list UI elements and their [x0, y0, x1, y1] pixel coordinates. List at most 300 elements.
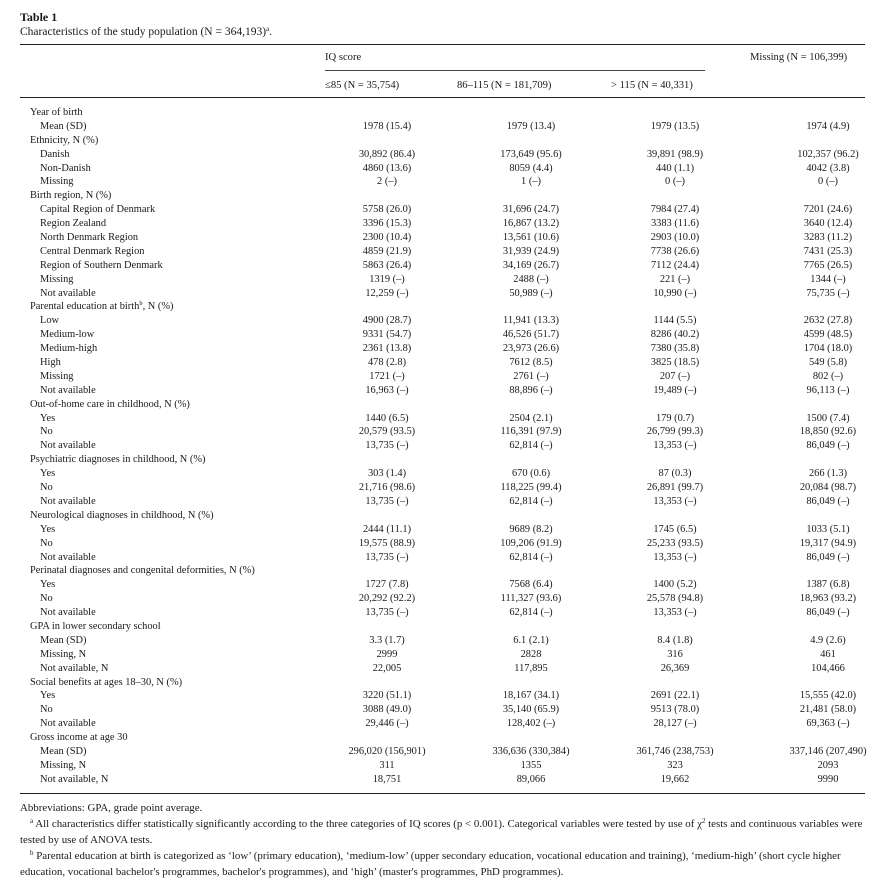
table-row — [20, 259, 865, 273]
row-label-text: No — [40, 426, 53, 438]
row-label — [30, 731, 128, 745]
row-label-text: Missing — [40, 176, 74, 188]
row-label-text: GPA in lower secondary school — [30, 620, 161, 632]
table-cell: 361,746 (238,753) — [636, 745, 714, 757]
row-label-text: Ethnicity, N (%) — [30, 134, 99, 146]
footnote-a-text: All characteristics differ statistically significantly according to the three categories of IQ scores (p < 0.001). Categorical variables were tested by use of χ — [35, 818, 702, 830]
table-cell: 2999 — [376, 648, 398, 660]
table-cell: 1344 (–) — [810, 273, 846, 285]
table-cell: 549 (5.8) — [808, 357, 848, 369]
table-cell: 4599 (48.5) — [803, 329, 853, 341]
table-cell: 207 (–) — [659, 370, 691, 382]
table-cell: 311 — [379, 759, 395, 771]
table-cell: 1727 (7.8) — [365, 579, 409, 591]
table-cell: 9990 — [817, 773, 839, 785]
table-cell: 9513 (78.0) — [650, 704, 700, 716]
row-label-text: Not available — [40, 384, 96, 396]
row-label-text: High — [40, 357, 61, 369]
table-row — [20, 342, 865, 356]
table-cell: 2444 (11.1) — [362, 523, 412, 535]
table-cell: 1 (–) — [521, 176, 541, 188]
table-cell: 2691 (22.1) — [650, 690, 700, 702]
row-label-text: Not available, N — [40, 662, 109, 674]
table-row — [20, 551, 865, 565]
row-label — [40, 245, 144, 259]
table-section-row — [20, 453, 865, 467]
table-cell: 9689 (8.2) — [509, 523, 553, 535]
table-cell: 337,146 (207,490) — [789, 745, 867, 757]
table-row — [20, 370, 865, 384]
table-cell: 16,963 (–) — [365, 384, 409, 396]
table-cell: 0 (–) — [818, 176, 838, 188]
table-cell: 104,466 — [811, 662, 845, 674]
caption-footnote-mark[interactable]: a — [266, 25, 270, 33]
table-cell: 18,751 — [372, 773, 402, 785]
row-label — [40, 120, 86, 134]
table-cell: 7765 (26.5) — [803, 259, 853, 271]
table-cell: 3220 (51.1) — [362, 690, 412, 702]
table-cell: 4900 (28.7) — [362, 315, 412, 327]
group-rule — [325, 70, 705, 71]
table-cell: 4860 (13.6) — [362, 162, 412, 174]
row-label — [30, 564, 255, 578]
table-section-row — [20, 731, 865, 745]
table-row — [20, 148, 865, 162]
row-footnote-mark[interactable]: b — [139, 300, 143, 308]
table-cell: 1387 (6.8) — [806, 579, 850, 591]
table-cell: 69,363 (–) — [806, 718, 850, 730]
row-label-text: Psychiatric diagnoses in childhood, N (%) — [30, 454, 206, 466]
table-cell: 440 (1.1) — [655, 162, 695, 174]
row-label — [40, 175, 74, 189]
header-rule — [20, 97, 865, 98]
row-label — [40, 203, 155, 217]
row-label-text: Mean (SD) — [40, 745, 87, 757]
table-cell: 62,814 (–) — [509, 440, 553, 452]
footnote-b-text: Parental education at birth is categorized as ‘low’ (primary education), ‘medium-low’ (upper secondary education, vocational education and training), ‘medium-high’ (short cycle higher education, vocational bachelor's programmes, bachelor's programmes), and ‘high’ (master's programmes, PhD programmes). — [20, 850, 841, 878]
footnote-b — [20, 848, 865, 880]
row-label-text: No — [40, 482, 53, 494]
row-label-text: Not available — [40, 495, 96, 507]
table-cell: 18,850 (92.6) — [799, 426, 857, 438]
row-label-text: North Denmark Region — [40, 232, 139, 244]
row-label — [30, 676, 182, 690]
row-label — [40, 523, 55, 537]
table-cell: 2488 (–) — [513, 273, 549, 285]
table-cell: 19,662 — [660, 773, 690, 785]
table-cell: 7738 (26.6) — [650, 245, 700, 257]
table-cell: 111,327 (93.6) — [500, 593, 562, 605]
footnote-abbreviations: Abbreviations: GPA, grade point average. — [20, 802, 203, 814]
table-row — [20, 162, 865, 176]
table-cell: 30,892 (86.4) — [358, 148, 416, 160]
table-cell: 8.4 (1.8) — [657, 634, 693, 646]
row-label-text: Not available — [40, 551, 96, 563]
row-label — [40, 578, 55, 592]
table-cell: 1319 (–) — [369, 273, 405, 285]
table-cell: 1979 (13.5) — [650, 120, 700, 132]
table-row — [20, 203, 865, 217]
table-row — [20, 287, 865, 301]
row-label-text: Yes — [40, 690, 56, 702]
row-label — [30, 300, 173, 314]
table-cell: 26,799 (99.3) — [646, 426, 704, 438]
row-label-text: Missing — [40, 370, 74, 382]
row-label — [40, 328, 94, 342]
row-label-text: Birth region, N (%) — [30, 190, 112, 202]
row-label — [40, 495, 96, 509]
row-label — [40, 467, 55, 481]
table-cell: 10,990 (–) — [653, 287, 697, 299]
row-label — [30, 106, 83, 120]
table-cell: 86,049 (–) — [806, 440, 850, 452]
row-label-text: Danish — [40, 148, 70, 160]
table-cell: 336,636 (330,384) — [492, 745, 570, 757]
table-cell: 50,989 (–) — [509, 287, 553, 299]
table-row — [20, 495, 865, 509]
table-row — [20, 439, 865, 453]
table-cell: 13,735 (–) — [365, 495, 409, 507]
table-label: Table 1 — [20, 10, 58, 24]
table-cell: 62,814 (–) — [509, 551, 553, 563]
table-cell: 21,716 (98.6) — [358, 482, 416, 494]
row-label — [40, 689, 55, 703]
table-cell: 5758 (26.0) — [362, 204, 412, 216]
table-cell: 25,233 (93.5) — [646, 537, 704, 549]
table-cell: 2903 (10.0) — [650, 232, 700, 244]
row-label — [40, 717, 96, 731]
row-label — [40, 662, 108, 676]
row-label — [30, 509, 214, 523]
table-cell: 7568 (6.4) — [509, 579, 553, 591]
caption-text: Characteristics of the study population (N = 364,193) — [20, 26, 267, 38]
row-label-text: Perinatal diagnoses and congenital deformities, N (%) — [30, 565, 255, 577]
table-cell: 46,526 (51.7) — [502, 329, 560, 341]
table-row — [20, 231, 865, 245]
table-cell: 11,941 (13.3) — [503, 315, 559, 327]
table-row — [20, 648, 865, 662]
table-row — [20, 634, 865, 648]
table-cell: 1979 (13.4) — [506, 120, 556, 132]
table-cell: 13,561 (10.6) — [502, 232, 560, 244]
table-cell: 1400 (5.2) — [653, 579, 697, 591]
table-cell: 1978 (15.4) — [362, 120, 412, 132]
table-cell: 19,575 (88.9) — [358, 537, 416, 549]
table-cell: 89,066 — [516, 773, 546, 785]
table-caption — [20, 24, 865, 40]
top-rule — [20, 44, 865, 45]
table-cell: 7612 (8.5) — [509, 357, 553, 369]
row-label-text: Out-of-home care in childhood, N (%) — [30, 398, 190, 410]
table-cell: 29,446 (–) — [365, 718, 409, 730]
table-cell: 13,735 (–) — [365, 551, 409, 563]
table-row — [20, 412, 865, 426]
table-section-row — [20, 189, 865, 203]
footnote-a-mark: a — [30, 817, 34, 825]
caption-end: . — [269, 26, 273, 38]
table-cell: 7112 (24.4) — [650, 259, 700, 271]
row-label-text: Yes — [40, 579, 56, 591]
table-cell: 4.9 (2.6) — [810, 634, 846, 646]
table-row — [20, 356, 865, 370]
table-cell: 2 (–) — [377, 176, 397, 188]
table-cell: 266 (1.3) — [808, 468, 848, 480]
row-label — [40, 481, 53, 495]
table-cell: 7380 (35.8) — [650, 343, 700, 355]
table-row — [20, 773, 865, 787]
row-label-text: Neurological diagnoses in childhood, N (%) — [30, 509, 214, 521]
row-label-text: Social benefits at ages 18–30, N (%) — [30, 676, 183, 688]
row-label — [40, 273, 74, 287]
table-cell: 31,696 (24.7) — [502, 204, 560, 216]
row-label-text: Non-Danish — [40, 162, 91, 174]
table-cell: 2504 (2.1) — [509, 412, 553, 424]
table-cell: 1500 (7.4) — [806, 412, 850, 424]
row-label — [40, 648, 86, 662]
bottom-rule — [20, 793, 865, 794]
row-label — [40, 162, 91, 176]
row-label — [40, 217, 106, 231]
row-label-text: Mean (SD) — [40, 634, 87, 646]
table-cell: 670 (0.6) — [511, 468, 551, 480]
table-cell: 461 — [820, 648, 836, 660]
table-cell: 62,814 (–) — [509, 495, 553, 507]
table-row — [20, 425, 865, 439]
row-label-text: Not available, N — [40, 773, 109, 785]
table-cell: 802 (–) — [812, 370, 844, 382]
header-col-low: ≤85 (N = 35,754) — [325, 80, 400, 91]
table-cell: 303 (1.4) — [367, 468, 407, 480]
table-row — [20, 537, 865, 551]
row-label — [40, 287, 96, 301]
row-label — [40, 606, 96, 620]
footnote-b-mark: b — [30, 849, 34, 857]
row-label — [40, 370, 74, 384]
table-cell: 20,084 (98.7) — [799, 482, 857, 494]
table-cell: 323 — [667, 759, 683, 771]
row-label-text: Yes — [40, 412, 56, 424]
table-cell: 8059 (4.4) — [509, 162, 553, 174]
table-row — [20, 467, 865, 481]
table-cell: 1033 (5.1) — [806, 523, 850, 535]
table-cell: 86,049 (–) — [806, 607, 850, 619]
row-label — [40, 384, 96, 398]
table-cell: 4042 (3.8) — [806, 162, 850, 174]
table-cell: 35,140 (65.9) — [502, 704, 560, 716]
table-row — [20, 745, 865, 759]
table-cell: 13,353 (–) — [653, 495, 697, 507]
row-label — [30, 453, 205, 467]
header-missing: Missing (N = 106,399) — [750, 52, 848, 63]
row-label — [40, 551, 96, 565]
table-cell: 1974 (4.9) — [806, 120, 850, 132]
row-label — [40, 634, 86, 648]
row-label-text: Region of Southern Denmark — [40, 259, 163, 271]
row-label — [40, 439, 96, 453]
table-cell: 7984 (27.4) — [650, 204, 700, 216]
table-cell: 20,579 (93.5) — [358, 426, 416, 438]
row-label-text: Low — [40, 315, 60, 327]
table-section-row — [20, 106, 865, 120]
row-label — [30, 134, 98, 148]
table-cell: 12,259 (–) — [365, 287, 409, 299]
table-cell: 87 (0.3) — [658, 468, 692, 480]
table-cell: 31,939 (24.9) — [502, 245, 560, 257]
table-cell: 18,167 (34.1) — [502, 690, 560, 702]
row-label-text: Yes — [40, 468, 56, 480]
table-row — [20, 217, 865, 231]
footnote-a-text-end: tests and continuous variables were tested by use of ANOVA tests. — [20, 818, 863, 846]
table-cell: 8286 (40.2) — [650, 329, 700, 341]
table-cell: 109,206 (91.9) — [500, 537, 562, 549]
table-cell: 62,814 (–) — [509, 607, 553, 619]
table-cell: 3.3 (1.7) — [369, 634, 405, 646]
table-cell: 2361 (13.8) — [362, 343, 412, 355]
table-cell: 86,049 (–) — [806, 495, 850, 507]
row-label-text: Not available — [40, 287, 96, 299]
row-label-text: Central Denmark Region — [40, 245, 145, 257]
table-row — [20, 689, 865, 703]
row-label — [40, 592, 53, 606]
table-cell: 19,317 (94.9) — [799, 537, 857, 549]
row-label — [40, 537, 53, 551]
table-row — [20, 578, 865, 592]
table-cell: 2093 — [817, 759, 839, 771]
table-cell: 96,113 (–) — [806, 384, 850, 396]
table-row — [20, 328, 865, 342]
header-col-mid: 86–115 (N = 181,709) — [457, 80, 552, 91]
table-cell: 7431 (25.3) — [803, 245, 853, 257]
row-label-text: No — [40, 537, 53, 549]
row-label-text: No — [40, 593, 53, 605]
table-cell: 2828 — [520, 648, 542, 660]
table-cell: 316 — [667, 648, 683, 660]
table-cell: 13,353 (–) — [653, 440, 697, 452]
row-label — [40, 259, 163, 273]
row-label-text: Not available — [40, 440, 96, 452]
row-label — [40, 745, 86, 759]
row-label-text: Year of birth — [30, 107, 83, 118]
table-row — [20, 606, 865, 620]
table-body — [20, 106, 865, 787]
header-col-high: > 115 (N = 40,331) — [611, 80, 693, 91]
table-cell: 1144 (5.5) — [653, 315, 697, 327]
table-cell: 15,555 (42.0) — [799, 690, 857, 702]
table-row — [20, 759, 865, 773]
table-row — [20, 384, 865, 398]
table-cell: 3825 (18.5) — [650, 357, 700, 369]
row-label-text: Medium-high — [40, 343, 98, 355]
table-cell: 2632 (27.8) — [803, 315, 853, 327]
table-cell: 102,357 (96.2) — [797, 148, 859, 160]
table-row — [20, 703, 865, 717]
table-cell: 221 (–) — [659, 273, 691, 285]
table-cell: 13,353 (–) — [653, 551, 697, 563]
row-label — [40, 148, 69, 162]
table-cell: 13,735 (–) — [365, 440, 409, 452]
table-row — [20, 314, 865, 328]
table-section-row — [20, 620, 865, 634]
row-label-text: Missing, N — [40, 759, 87, 771]
table-cell: 13,353 (–) — [653, 607, 697, 619]
row-label-text: Not available — [40, 607, 96, 619]
table-cell: 21,481 (58.0) — [799, 704, 857, 716]
table-cell: 1745 (6.5) — [653, 523, 697, 535]
row-label — [30, 189, 111, 203]
table-cell: 23,973 (26.6) — [502, 343, 560, 355]
table-cell: 296,020 (156,901) — [348, 745, 426, 757]
table-cell: 26,369 — [660, 662, 690, 674]
table-cell: 116,391 (97.9) — [500, 426, 562, 438]
table-row — [20, 662, 865, 676]
table-row — [20, 245, 865, 259]
table-cell: 18,963 (93.2) — [799, 593, 857, 605]
table-row — [20, 717, 865, 731]
table-cell: 9331 (54.7) — [362, 329, 412, 341]
table-cell: 1704 (18.0) — [803, 343, 853, 355]
row-label-text: Region Zealand — [40, 218, 107, 230]
table-row — [20, 120, 865, 134]
table-row — [20, 592, 865, 606]
row-label-text: Mean (SD) — [40, 120, 87, 132]
table-cell: 173,649 (95.6) — [500, 148, 562, 160]
table-cell: 7201 (24.6) — [803, 204, 853, 216]
row-label-suffix: , N (%) — [142, 301, 174, 313]
table-cell: 75,735 (–) — [806, 287, 850, 299]
row-label-text: Medium-low — [40, 329, 95, 341]
table-cell: 20,292 (92.2) — [358, 593, 416, 605]
table-footnotes — [20, 800, 865, 880]
row-label — [30, 620, 161, 634]
row-label — [30, 398, 190, 412]
table-cell: 34,169 (26.7) — [502, 259, 560, 271]
table-cell: 1355 — [520, 759, 542, 771]
row-label — [40, 425, 53, 439]
row-label — [40, 342, 97, 356]
row-label-text: Capital Region of Denmark — [40, 204, 156, 216]
table-cell: 39,891 (98.9) — [646, 148, 704, 160]
table-cell: 3283 (11.2) — [803, 232, 853, 244]
table-section-row — [20, 509, 865, 523]
table-cell: 117,895 — [514, 662, 548, 674]
row-label — [40, 314, 59, 328]
table-cell: 22,005 — [372, 662, 402, 674]
row-label — [40, 412, 55, 426]
table-cell: 3640 (12.4) — [803, 218, 853, 230]
row-label-text: Yes — [40, 523, 56, 535]
row-label — [40, 703, 53, 717]
footnote-a — [20, 816, 865, 848]
row-label-text: Parental education at birth — [30, 301, 140, 313]
table-section-row — [20, 676, 865, 690]
row-label-text: No — [40, 704, 53, 716]
table-cell: 1721 (–) — [369, 370, 405, 382]
table-cell: 88,896 (–) — [509, 384, 553, 396]
table-cell: 3383 (11.6) — [650, 218, 700, 230]
row-label-text: Missing, N — [40, 648, 87, 660]
table-cell: 16,867 (13.2) — [502, 218, 560, 230]
row-label-text: Gross income at age 30 — [30, 732, 128, 744]
row-label — [40, 773, 108, 787]
table-section-row — [20, 398, 865, 412]
table-cell: 5863 (26.4) — [362, 259, 412, 271]
table-cell: 19,489 (–) — [653, 384, 697, 396]
table-cell: 118,225 (99.4) — [500, 482, 562, 494]
table-cell: 13,735 (–) — [365, 607, 409, 619]
table-row — [20, 481, 865, 495]
table-cell: 1440 (6.5) — [365, 412, 409, 424]
row-label — [40, 759, 86, 773]
